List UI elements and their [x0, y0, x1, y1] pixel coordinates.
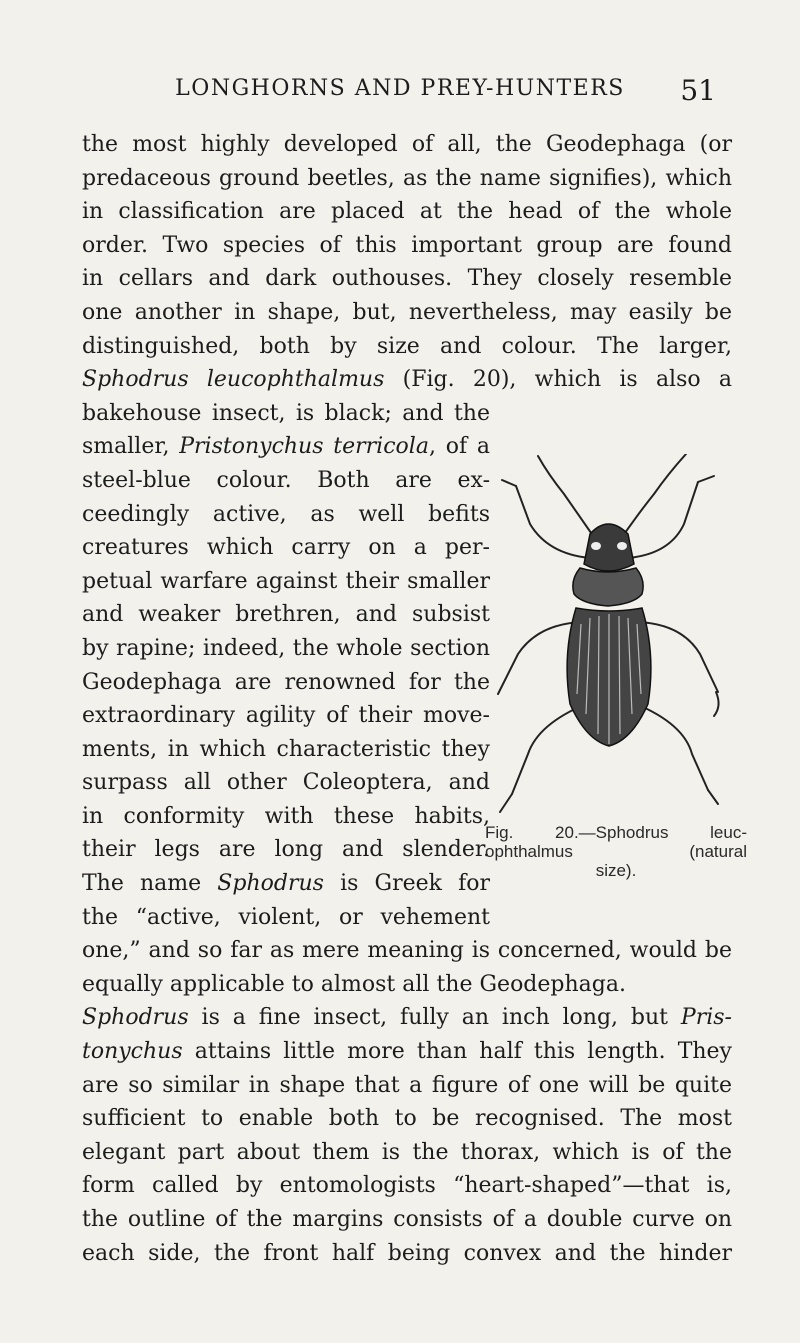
text-line: smaller, Pristonychus terricola, of a: [82, 434, 491, 460]
page-header: [0, 72, 800, 108]
text-line: steel-blue colour. Both are ex-: [82, 467, 490, 493]
text-line: sufficient to enable both to be recognised. The most: [82, 1106, 732, 1132]
running-head: LONGHORNS AND PREY-HUNTERS: [175, 76, 625, 101]
caption-line: Fig. 20.—Sphodrus leuc-: [485, 823, 747, 842]
text-line: in classification are placed at the head of the whole: [82, 199, 732, 225]
text-line: predaceous ground beetles, as the name signifies), which: [82, 165, 732, 191]
text-line: ments, in which characteristic they: [82, 736, 490, 762]
figure-caption: [485, 823, 747, 880]
text-line: order. Two species of this important group are found: [82, 232, 732, 258]
text-line: Sphodrus leucophthalmus (Fig. 20), which is also a: [82, 367, 732, 393]
text-line: elegant part about them is the thorax, which is of the: [82, 1139, 732, 1165]
text-line: equally applicable to almost all the Geodephaga.: [82, 971, 626, 997]
beetle-illustration: [478, 454, 746, 816]
text-line: bakehouse insect, is black; and the: [82, 400, 490, 426]
caption-line: ophthalmus (natural: [485, 842, 747, 861]
text-line: one,” and so far as mere meaning is concerned, would be: [82, 938, 732, 964]
text-line: Geodephaga are renowned for the: [82, 669, 490, 695]
text-line: form called by entomologists “heart-shaped”—that is,: [82, 1173, 732, 1199]
text-line: one another in shape, but, nevertheless, may easily be: [82, 299, 732, 325]
text-line: creatures which carry on a per-: [82, 535, 490, 561]
text-line: distinguished, both by size and colour. The larger,: [82, 333, 732, 359]
text-line: tonychus attains little more than half this length. They: [82, 1039, 732, 1065]
text-line: surpass all other Coleoptera, and: [82, 770, 490, 796]
text-line: The name Sphodrus is Greek for: [82, 871, 491, 897]
text-line: in cellars and dark outhouses. They closely resemble: [82, 266, 732, 292]
text-line: ceedingly active, as well befits: [82, 501, 490, 527]
page-number: 51: [680, 74, 716, 107]
text-line: in conformity with these habits,: [82, 803, 490, 829]
text-line: their legs are long and slender.: [82, 837, 490, 863]
caption-line: size).: [595, 861, 637, 880]
text-line: the “active, violent, or vehement: [82, 904, 490, 930]
text-line: extraordinary agility of their move-: [82, 703, 490, 729]
text-line: the most highly developed of all, the Geodephaga (or: [82, 132, 732, 157]
text-line: and weaker brethren, and subsist: [82, 602, 490, 628]
text-line: petual warfare against their smaller: [82, 568, 490, 594]
text-line: the outline of the margins consists of a double curve on: [82, 1207, 732, 1232]
text-line: are so similar in shape that a figure of one will be quite: [82, 1072, 732, 1098]
text-line: each side, the front half being convex and the hinder: [82, 1240, 732, 1266]
text-line: Sphodrus is a fine insect, fully an inch long, but Pris-: [82, 1005, 732, 1031]
text-line: by rapine; indeed, the whole section: [82, 635, 490, 661]
